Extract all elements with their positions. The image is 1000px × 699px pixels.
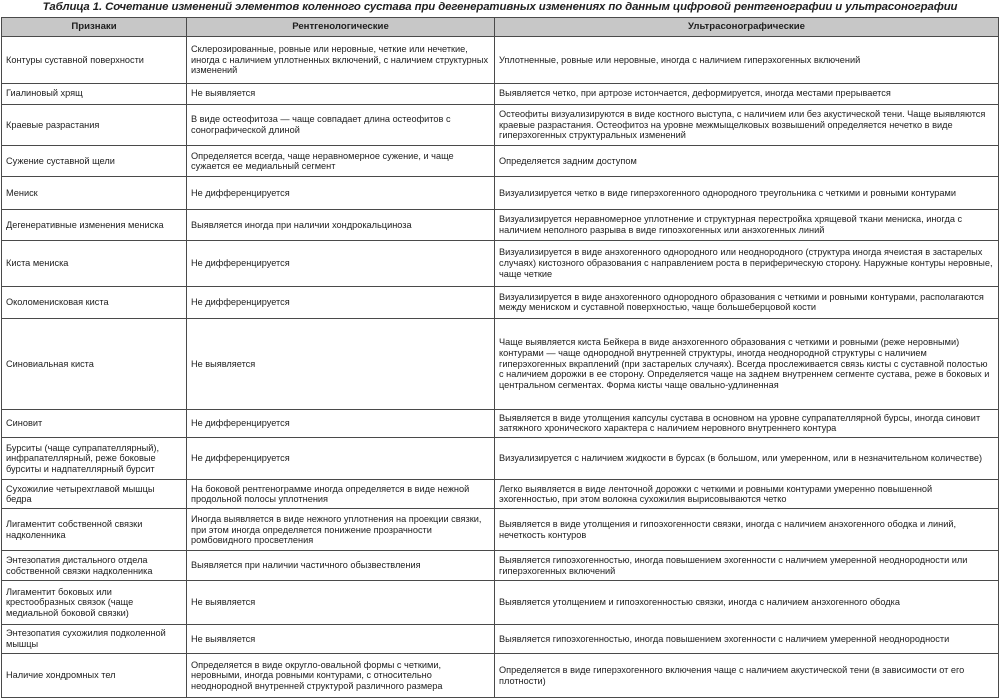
table-header-row	[2, 18, 999, 37]
cell-xray: Не выявляется	[187, 625, 495, 654]
cell-ultrasound: Выявляется в виде утолщения и гипоэхогенности связки, иногда с наличием анэхогенного ободка и линий, нечеткость контуров	[495, 509, 999, 551]
cell-ultrasound: Остеофиты визуализируются в виде костного выступа, с наличием или без акустической тени. Чаще выявляются краевые разрастания. Остеофитоз на уровне межмыщелковых возвышений определяется нечетко в виде гиперэхогенных структуральных изменений	[495, 104, 999, 146]
table-row	[2, 551, 999, 581]
header-ultrasound: Ультрасонографические	[495, 18, 999, 37]
table-row	[2, 625, 999, 654]
cell-sign: Киста мениска	[2, 240, 187, 286]
table-row	[2, 37, 999, 84]
cell-xray: Не дифференцируется	[187, 240, 495, 286]
cell-xray: Выявляется иногда при наличии хондрокальциноза	[187, 209, 495, 240]
table-row	[2, 509, 999, 551]
cell-xray: Выявляется при наличии частичного обызвествления	[187, 551, 495, 581]
cell-xray: Иногда выявляется в виде нежного уплотнения на проекции связки, при этом иногда определяется понижение прозрачности ромбовидного просветления	[187, 509, 495, 551]
cell-sign: Синовиальная киста	[2, 319, 187, 410]
table-row	[2, 240, 999, 286]
cell-sign: Контуры суставной поверхности	[2, 37, 187, 84]
table-row	[2, 480, 999, 509]
cell-sign: Энтезопатия сухожилия подколенной мышцы	[2, 625, 187, 654]
table-row	[2, 319, 999, 410]
cell-sign: Сужение суставной щели	[2, 146, 187, 177]
table-row	[2, 146, 999, 177]
cell-ultrasound: Уплотненные, ровные или неровные, иногда с наличием гиперэхогенных включений	[495, 37, 999, 84]
cell-ultrasound: Визуализируется с наличием жидкости в бурсах (в большом, или умеренном, или в незначительном количестве)	[495, 437, 999, 480]
cell-xray: В виде остеофитоза — чаще совпадает длина остеофитов с сонографической длиной	[187, 104, 495, 146]
cell-xray: Не дифференцируется	[187, 286, 495, 318]
table-row	[2, 83, 999, 104]
table-row	[2, 177, 999, 209]
cell-sign: Лигаментит собственной связки надколенника	[2, 509, 187, 551]
header-signs: Признаки	[2, 18, 187, 37]
cell-xray: Не дифференцируется	[187, 437, 495, 480]
table-row	[2, 104, 999, 146]
table-row	[2, 209, 999, 240]
cell-ultrasound: Выявляется гипоэхогенностью, иногда повышением эхогенности с наличием умеренной неоднородности или гиперэхогенных включений	[495, 551, 999, 581]
cell-sign: Наличие хондромных тел	[2, 654, 187, 698]
cell-xray: Определяется в виде округло-овальной формы с четкими, неровными, иногда ровными контурами, с относительно неоднородной внутренней структурой различного размера	[187, 654, 495, 698]
cell-ultrasound: Выявляется утолщением и гипоэхогенностью связки, иногда с наличием анэхогенного ободка	[495, 581, 999, 625]
cell-ultrasound: Чаще выявляется киста Бейкера в виде анэхогенного образования с четкими и ровными (реже неровными) контурами — чаще однородной внутренней структуры, иногда неоднородной структуры с наличием гиперэхогенных вкраплений (при застарелых случаях). Всегда прослеживается связь кисты с суставной полостью с наличием дорожки в ее сторону. Определяется чаще на заднем внутреннем сегменте сустава, реже в боковых и центральном сегментах. Форма кисты чаще овально-удлиненная	[495, 319, 999, 410]
table-row	[2, 409, 999, 437]
cell-xray: Склерозированные, ровные или неровные, четкие или нечеткие, иногда с наличием уплотненных включений, с наличием структурных изменений	[187, 37, 495, 84]
cell-sign: Краевые разрастания	[2, 104, 187, 146]
cell-ultrasound: Визуализируется четко в виде гиперэхогенного однородного треугольника с четкими и ровными контурами	[495, 177, 999, 209]
cell-xray: Не выявляется	[187, 581, 495, 625]
cell-xray: Определяется всегда, чаще неравномерное сужение, и чаще сужается ее медиальный сегмент	[187, 146, 495, 177]
cell-xray: На боковой рентгенограмме иногда определяется в виде нежной продольной полосы уплотнения	[187, 480, 495, 509]
cell-xray: Не выявляется	[187, 83, 495, 104]
cell-sign: Околоменисковая киста	[2, 286, 187, 318]
table-row	[2, 581, 999, 625]
cell-ultrasound: Визуализируется неравномерное уплотнение и структурная перестройка хрящевой ткани мениска, иногда с наличием неполного разрыва в виде гипоэхогенных или анэхогенных линий	[495, 209, 999, 240]
cell-ultrasound: Выявляется четко, при артрозе истончается, деформируется, иногда местами прерывается	[495, 83, 999, 104]
cell-xray: Не выявляется	[187, 319, 495, 410]
cell-ultrasound: Определяется в виде гиперэхогенного включения чаще с наличием акустической тени (в зависимости от его плотности)	[495, 654, 999, 698]
cell-ultrasound: Легко выявляется в виде ленточной дорожки с четкими и ровными контурами умеренно повышенной эхогенностью, при этом волокна сухожилия вырисовываются четко	[495, 480, 999, 509]
cell-ultrasound: Выявляется в виде утолщения капсулы сустава в основном на уровне супрапателлярной бурсы, иногда синовит затяжного хронического характера с наличием неровного внутреннего контура	[495, 409, 999, 437]
cell-ultrasound: Определяется задним доступом	[495, 146, 999, 177]
cell-sign: Энтезопатия дистального отдела собственной связки надколенника	[2, 551, 187, 581]
cell-xray: Не дифференцируется	[187, 177, 495, 209]
table-row	[2, 654, 999, 698]
cell-sign: Сухожилие четырехглавой мышцы бедра	[2, 480, 187, 509]
cell-ultrasound: Визуализируется в виде анэхогенного однородного или неоднородного (структура иногда ячеистая в застарелых случаях) кистозного образования с направлением роста в периферическую сторону. Наружные контуры неровные, чаще четкие	[495, 240, 999, 286]
cell-sign: Дегенеративные изменения мениска	[2, 209, 187, 240]
cell-ultrasound: Выявляется гипоэхогенностью, иногда повышением эхогенности с наличием умеренной неоднородности	[495, 625, 999, 654]
cell-sign: Лигаментит боковых или крестообразных связок (чаще медиальной боковой связки)	[2, 581, 187, 625]
cell-sign: Синовит	[2, 409, 187, 437]
cell-sign: Мениск	[2, 177, 187, 209]
cell-sign: Бурситы (чаще супрапателлярный), инфрапателлярный, реже боковые бурситы и надпателлярный бурсит	[2, 437, 187, 480]
comparison-table	[1, 17, 999, 698]
table-caption: Таблица 1. Сочетание изменений элементов коленного сустава при дегенеративных изменениях по данным цифровой рентгенографии и ультрасонографии	[42, 1, 958, 13]
table-row	[2, 286, 999, 318]
table-row	[2, 437, 999, 480]
header-xray: Рентгенологические	[187, 18, 495, 37]
cell-xray: Не дифференцируется	[187, 409, 495, 437]
cell-ultrasound: Визуализируется в виде анэхогенного однородного образования с четкими и ровными контурами, располагаются между мениском и суставной поверхностью, чаще большеберцовой кости	[495, 286, 999, 318]
cell-sign: Гиалиновый хрящ	[2, 83, 187, 104]
